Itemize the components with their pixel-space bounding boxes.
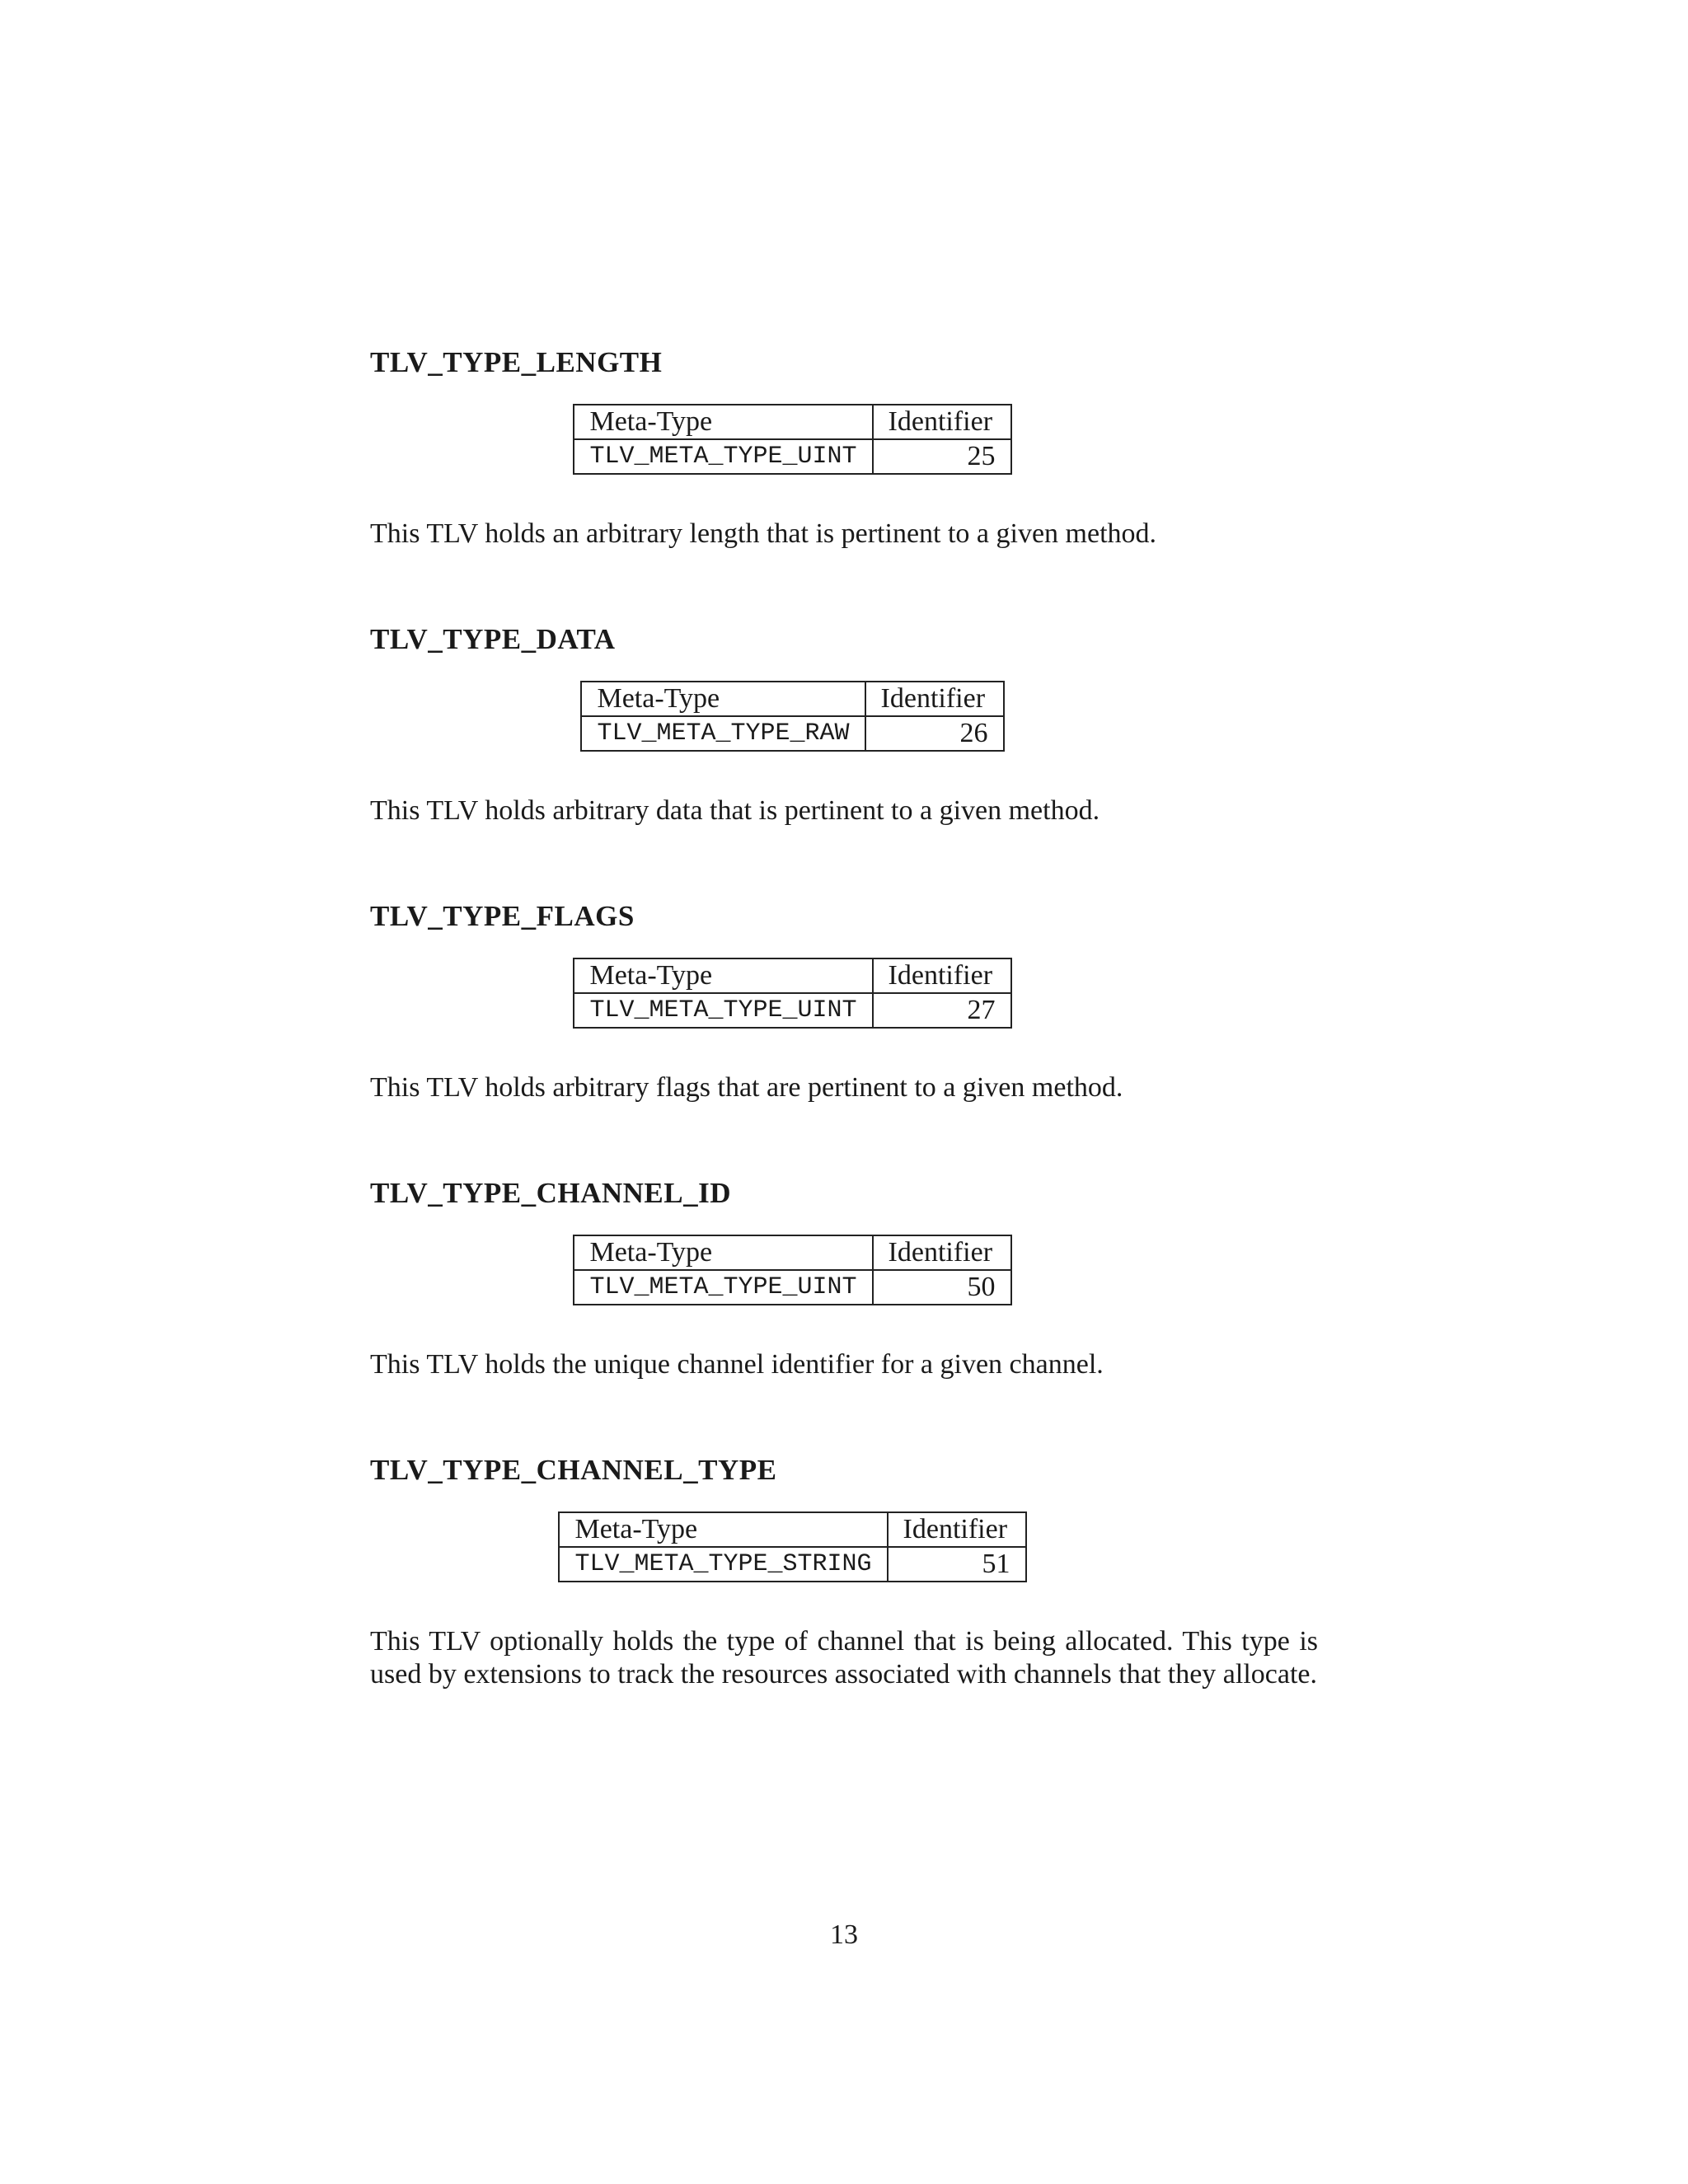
table-header-row bbox=[574, 958, 1010, 993]
section-heading: TLV_TYPE_FLAGS bbox=[370, 900, 635, 932]
meta-type-table bbox=[573, 1235, 1011, 1305]
identifier-value: 27 bbox=[873, 993, 1011, 1028]
header-identifier: Identifier bbox=[888, 1512, 1026, 1547]
table-header-row bbox=[574, 405, 1010, 439]
identifier-value: 26 bbox=[865, 716, 1004, 751]
identifier-value: 25 bbox=[873, 439, 1011, 474]
header-meta-type: Meta-Type bbox=[559, 1512, 887, 1547]
header-identifier: Identifier bbox=[873, 405, 1011, 439]
table-row bbox=[581, 716, 1003, 751]
table-wrapper bbox=[370, 1235, 1318, 1305]
section-description: This TLV optionally holds the type of channel that is being allocated. This type is used by extensions to track the resources associated with channels that they allocate. bbox=[370, 1626, 1318, 1690]
meta-type-table bbox=[573, 404, 1011, 475]
meta-type-value: TLV_META_TYPE_UINT bbox=[574, 1270, 872, 1305]
meta-type-value: TLV_META_TYPE_STRING bbox=[559, 1547, 887, 1582]
identifier-value: 51 bbox=[888, 1547, 1026, 1582]
table-row bbox=[574, 439, 1010, 474]
section-description: This TLV holds an arbitrary length that is pertinent to a given method. bbox=[370, 518, 1157, 549]
header-meta-type: Meta-Type bbox=[574, 1235, 872, 1270]
table-row bbox=[574, 993, 1010, 1028]
section-heading: TLV_TYPE_LENGTH bbox=[370, 346, 663, 378]
page-number: 13 bbox=[830, 1919, 858, 1950]
meta-type-value: TLV_META_TYPE_RAW bbox=[581, 716, 865, 751]
header-meta-type: Meta-Type bbox=[581, 682, 865, 716]
meta-type-value: TLV_META_TYPE_UINT bbox=[574, 439, 872, 474]
header-identifier: Identifier bbox=[873, 958, 1011, 993]
meta-type-table bbox=[580, 681, 1004, 752]
section-tlv-type-length bbox=[370, 346, 1318, 551]
table-header-row bbox=[581, 682, 1003, 716]
identifier-value: 50 bbox=[873, 1270, 1011, 1305]
header-meta-type: Meta-Type bbox=[574, 958, 872, 993]
table-wrapper bbox=[370, 404, 1318, 475]
table-row bbox=[574, 1270, 1010, 1305]
table-wrapper bbox=[370, 958, 1318, 1029]
table-wrapper bbox=[370, 1511, 1318, 1582]
section-heading: TLV_TYPE_CHANNEL_TYPE bbox=[370, 1454, 777, 1486]
section-description: This TLV holds arbitrary flags that are pertinent to a given method. bbox=[370, 1072, 1123, 1103]
section-tlv-type-channel-id bbox=[370, 1177, 1318, 1381]
table-wrapper bbox=[370, 681, 1318, 752]
section-tlv-type-data bbox=[370, 623, 1318, 827]
meta-type-table bbox=[573, 958, 1011, 1029]
section-heading: TLV_TYPE_CHANNEL_ID bbox=[370, 1177, 732, 1209]
header-meta-type: Meta-Type bbox=[574, 405, 872, 439]
table-header-row bbox=[574, 1235, 1010, 1270]
table-row bbox=[559, 1547, 1025, 1582]
section-heading: TLV_TYPE_DATA bbox=[370, 623, 616, 655]
table-header-row bbox=[559, 1512, 1025, 1547]
meta-type-value: TLV_META_TYPE_UINT bbox=[574, 993, 872, 1028]
header-identifier: Identifier bbox=[865, 682, 1004, 716]
section-description: This TLV holds the unique channel identifier for a given channel. bbox=[370, 1349, 1104, 1380]
meta-type-table bbox=[558, 1511, 1026, 1582]
section-tlv-type-flags bbox=[370, 900, 1318, 1104]
section-tlv-type-channel-type bbox=[370, 1454, 1318, 1691]
header-identifier: Identifier bbox=[873, 1235, 1011, 1270]
section-description: This TLV holds arbitrary data that is pertinent to a given method. bbox=[370, 795, 1100, 826]
